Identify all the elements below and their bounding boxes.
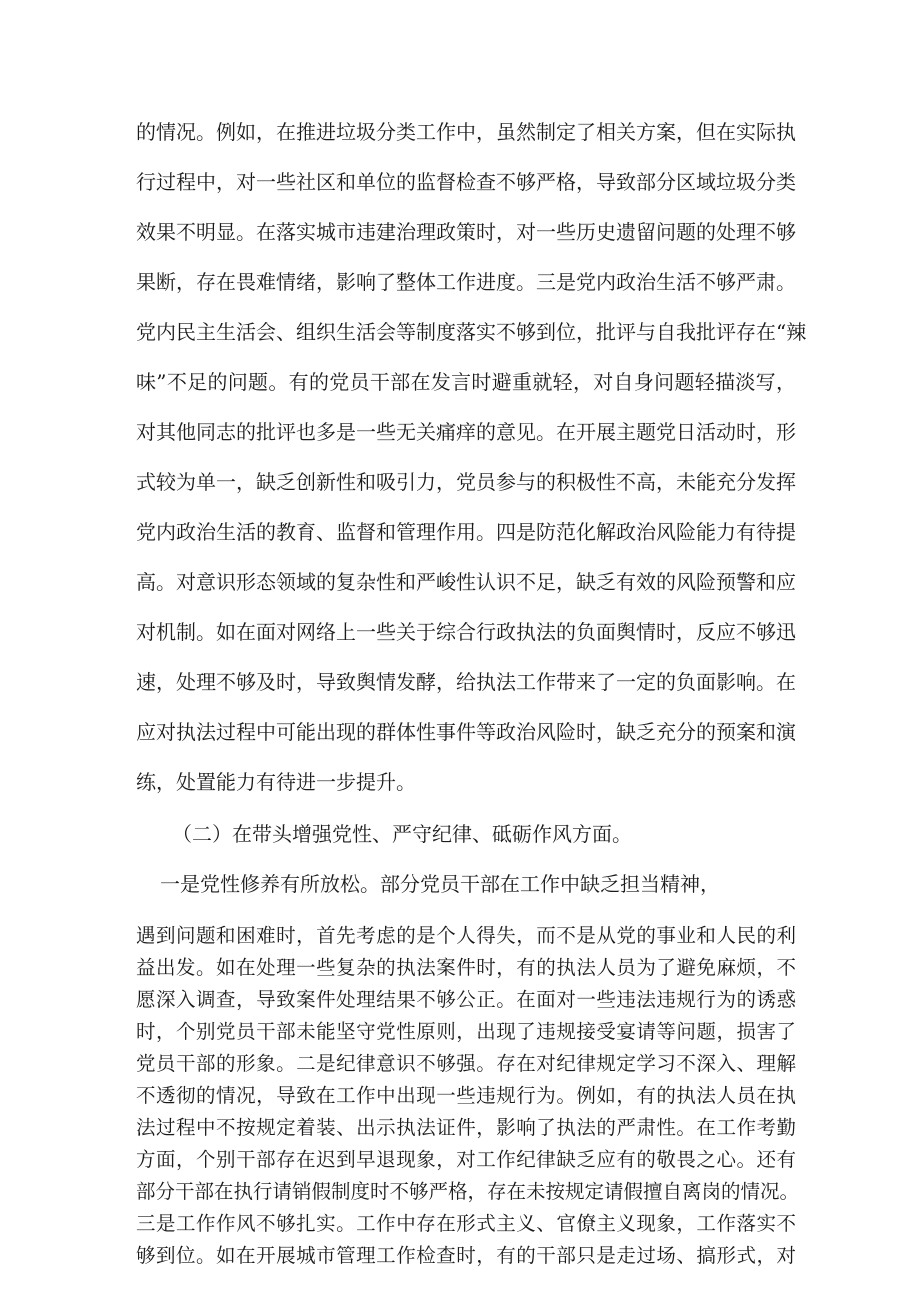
text-line: 对其他同志的批评也多是一些无关痛痒的意见。在开展主题党日活动时，形 (136, 420, 796, 444)
text-line: 味”不足的问题。有的党员干部在发言时避重就轻，对自身问题轻描淡写， (136, 370, 796, 394)
text-line: 党员干部的形象。二是纪律意识不够强。存在对纪律规定学习不深入、理解 (136, 1052, 796, 1075)
section-2-first-line: 一是党性修养有所放松。部分党员干部在工作中缺乏担当精神， (160, 872, 720, 896)
text-line: 三是工作作风不够扎实。工作中存在形式主义、官僚主义现象，工作落实不 (136, 1212, 796, 1235)
text-line: 练，处置能力有待进一步提升。 (136, 770, 416, 794)
section-2-heading: （二）在带头增强党性、严守纪律、砥砺作风方面。 (172, 822, 632, 846)
text-line: 不透彻的情况，导致在工作中出现一些违规行为。例如，有的执法人员在执 (136, 1084, 796, 1107)
text-line: 法过程中不按规定着装、出示执法证件，影响了执法的严肃性。在工作考勤 (136, 1116, 796, 1139)
text-line: 高。对意识形态领域的复杂性和严峻性认识不足，缺乏有效的风险预警和应 (136, 570, 796, 594)
text-line: 够到位。如在开展城市管理工作检查时，有的干部只是走过场、搞形式，对 (136, 1244, 796, 1267)
text-line: 方面，个别干部存在迟到早退现象，对工作纪律缺乏应有的敬畏之心。还有 (136, 1148, 796, 1171)
text-line: 愿深入调查，导致案件处理结果不够公正。在面对一些违法违规行为的诱惑 (136, 988, 796, 1011)
text-line: 遇到问题和困难时，首先考虑的是个人得失，而不是从党的事业和人民的利 (136, 924, 796, 947)
text-line: 党内政治生活的教育、监督和管理作用。四是防范化解政治风险能力有待提 (136, 520, 796, 544)
text-line: 式较为单一，缺乏创新性和吸引力，党员参与的积极性不高，未能充分发挥 (136, 470, 796, 494)
text-line: 速，处理不够及时，导致舆情发酵，给执法工作带来了一定的负面影响。在 (136, 670, 796, 694)
text-line: 党内民主生活会、组织生活会等制度落实不够到位，批评与自我批评存在“辣 (136, 320, 807, 344)
text-line: 部分干部在执行请销假制度时不够严格，存在未按规定请假擅自离岗的情况。 (136, 1180, 800, 1203)
text-line: 行过程中，对一些社区和单位的监督检查不够严格，导致部分区域垃圾分类 (136, 170, 796, 194)
text-line: 益出发。如在处理一些复杂的执法案件时，有的执法人员为了避免麻烦，不 (136, 956, 796, 979)
text-line: 对机制。如在面对网络上一些关于综合行政执法的负面舆情时，反应不够迅 (136, 620, 796, 644)
text-line: 果断，存在畏难情绪，影响了整体工作进度。三是党内政治生活不够严肃。 (136, 270, 796, 294)
text-line: 应对执法过程中可能出现的群体性事件等政治风险时，缺乏充分的预案和演 (136, 720, 796, 744)
text-line: 时，个别党员干部未能坚守党性原则，出现了违规接受宴请等问题，损害了 (136, 1020, 796, 1043)
text-line: 的情况。例如，在推进垃圾分类工作中，虽然制定了相关方案，但在实际执 (136, 120, 796, 144)
text-line: 效果不明显。在落实城市违建治理政策时，对一些历史遗留问题的处理不够 (136, 220, 796, 244)
